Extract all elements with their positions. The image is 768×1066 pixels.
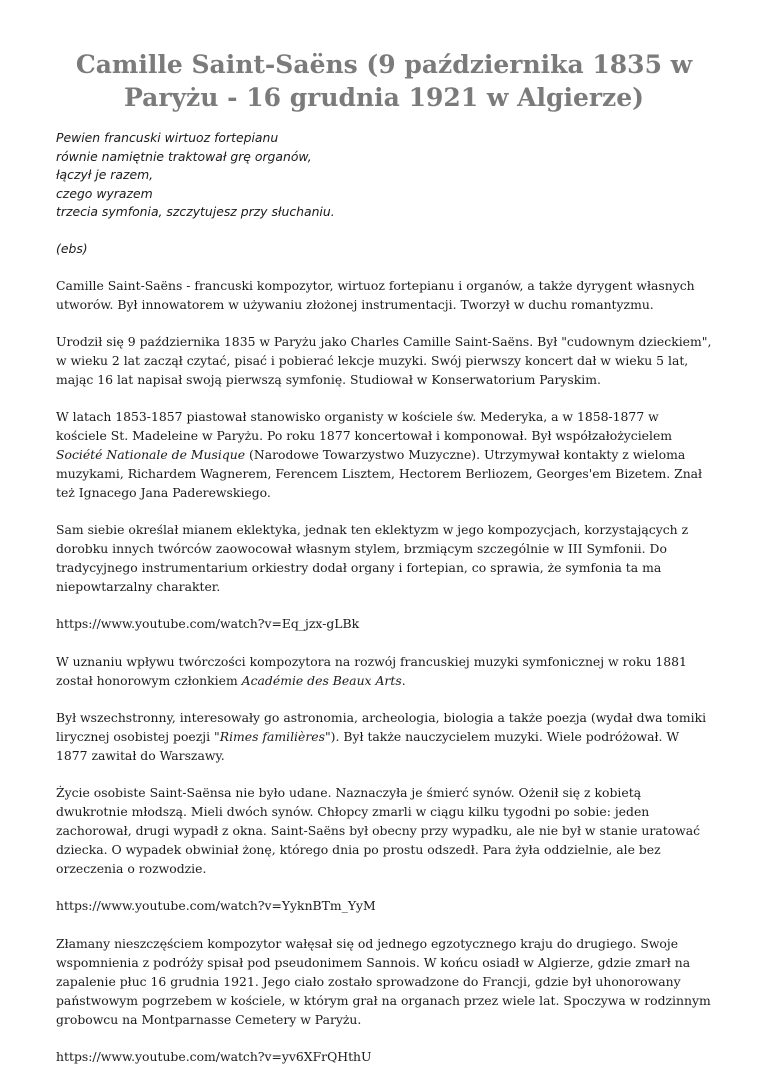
paragraph-childhood: Urodził się 9 października 1835 w Paryżu jako Charles Camille Saint-Saëns. Był "cudownym dzieckiem", w wieku 2 lat zaczął czytać, pisać i pobierać lekcje muzyki. Swój pierwszy koncert dał w wieku 5 lat, mając 16 lat napisał swoją pierwszą symfonię. Studiował w Konserwatorium Paryskim. [56, 333, 712, 387]
poem-line: łączył je razem, [56, 167, 154, 182]
text-run: . [401, 672, 406, 688]
poem-line: czego wyrazem [56, 185, 153, 201]
paragraph-interests [56, 708, 712, 765]
text-run: W latach 1853-1857 piastował stanowisko organisty w kościele św. Mederyka, a w 1858-1877 w kościele St. Madeleine w Paryżu. Po roku 1877 koncertował i komponował. Był współzałożycielem [56, 408, 673, 443]
paragraph-later-life: Złamany nieszczęściem kompozytor wałęsał się od jednego egzotycznego kraju do drugiego. Swoje wspomnienia z podróży spisał pod pseudonimem Sannois. W końcu osiadł w Algierze, gdzie zmarł na zapalenie płuc 16 grudnia 1921. Jego ciało zostało sprowadzone do Francji, gdzie był uhonorowany państwowym pogrzebem w kościele, w którym grał na organach przez wiele lat. Spoczywa w rodzinnym grobowcu na Montparnasse Cemetery w Paryżu. [56, 935, 711, 1027]
author-signature: (ebs) [56, 240, 88, 256]
paragraph-academy [56, 652, 712, 690]
poem-line: równie namiętnie traktował grę organów, [56, 148, 312, 164]
poem-line: trzecia symfonia, szczytujesz przy słuchaniu. [56, 204, 335, 219]
paragraph-career [56, 407, 712, 502]
limerick-poem [56, 129, 712, 222]
paragraph-personal-life: Życie osobiste Saint-Saënsa nie było udane. Naznaczyła je śmierć synów. Ożenił się z kobietą dwukrotnie młodszą. Mieli dwóch synów. Chłopcy zmarli w ciągu kilku tygodni po sobie: jeden zachorował, drugi wypadł z okna. Saint-Saëns był obecny przy wypadku, ale nie był w stanie uratować dziecka. O wypadek obwiniał żonę, którego dnia po prostu odszedł. Para żyła oddzielnie, ale bez orzeczenia o rozwodzie. [56, 784, 701, 876]
poetry-title: Rimes familières [219, 728, 325, 744]
text-run: Był wszechstronny, interesowały go astronomia, archeologia, biologia a także poezja (wydał dwa tomiki lirycznej osobistej poezji " [56, 709, 707, 744]
youtube-link-2: https://www.youtube.com/watch?v=YyknBTm_YyM [56, 897, 376, 913]
text-run: "). Był także nauczycielem muzyki. Wiele podróżował. W 1877 zawitał do Warszawy. [56, 728, 680, 763]
paragraph-intro: Camille Saint-Saëns - francuski kompozytor, wirtuoz fortepianu i organów, a także dyrygent własnych utworów. Był innowatorem w używaniu złożonej instrumentacji. Tworzył w duchu romantyzmu. [56, 277, 695, 312]
text-run: W uznaniu wpływu twórczości kompozytora na rozwój francuskiej muzyki symfonicznej w roku 1881 został honorowym członkiem [56, 653, 687, 688]
academy-name: Académie des Beaux Arts [241, 672, 402, 688]
text-run: (Narodowe Towarzystwo Muzyczne). Utrzymywał kontakty z wieloma muzykami, Richardem Wagnerem, Ferencem Lisztem, Hectorem Berliozem, Georges'em Bizetem. Znał też Ignacego Jana Paderewskiego. [56, 446, 703, 500]
youtube-link-3: https://www.youtube.com/watch?v=yv6XFrQHthU [56, 1048, 372, 1064]
youtube-link-1: https://www.youtube.com/watch?v=Eq_jzx-gLBk [56, 615, 360, 631]
page-title: Camille Saint-Saëns (9 października 1835 w Paryżu - 16 grudnia 1921 w Algierze) [75, 50, 693, 112]
society-name: Société Nationale de Musique [56, 446, 246, 462]
poem-line: Pewien francuski wirtuoz fortepianu [56, 130, 279, 145]
paragraph-style: Sam siebie określał mianem eklektyka, jednak ten eklektyzm w jego kompozycjach, korzystających z dorobku innych twórców zaowocował własnym stylem, brzmiącym szczególnie w III Symfonii. Do tradycyjnego instrumentarium orkiestry dodał organy i fortepian, co sprawia, że symfonia ta ma niepowtarzalny charakter. [56, 521, 689, 594]
